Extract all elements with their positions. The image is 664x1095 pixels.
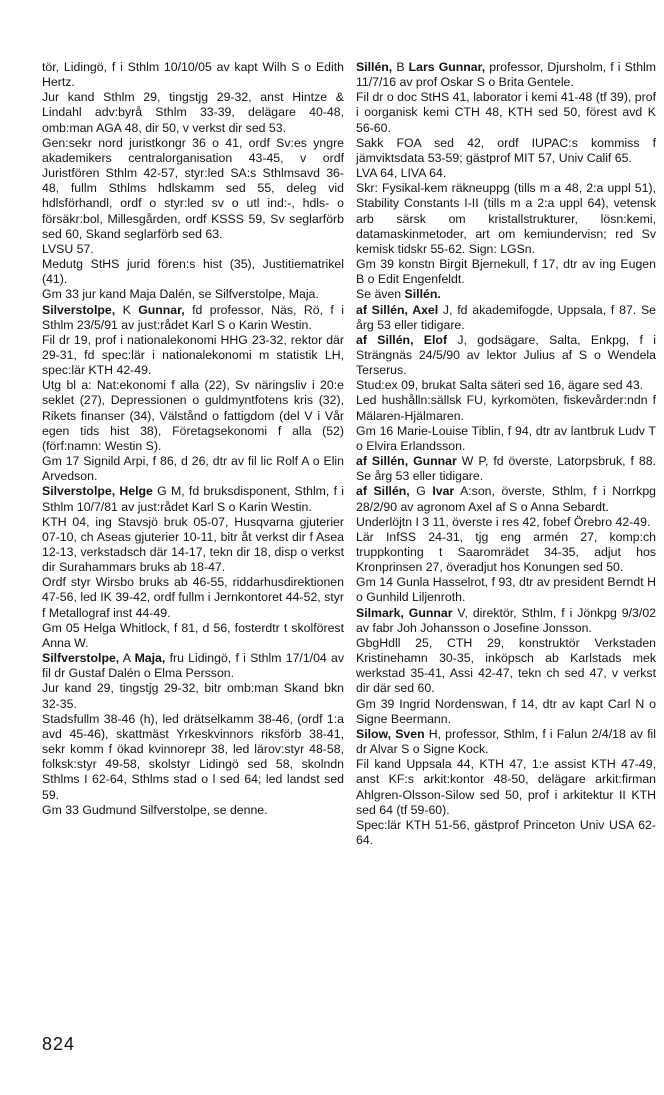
entry-text: Underlöjtn I 3 11, överste i res 42, fobef Örebro 42-49. xyxy=(356,514,651,529)
entry-text: Gm 33 jur kand Maja Dalén, se Silfverstolpe, Maja. xyxy=(42,287,319,302)
entry-text: Gm 39 Ingrid Nordenswan, f 14, dtr av kapt Carl N o Signe Beermann. xyxy=(356,696,656,726)
entry-surname: Sillén, xyxy=(356,60,393,74)
entry-surname: Silverstolpe, xyxy=(42,484,116,499)
entry-text-paragraph xyxy=(356,515,656,530)
entry-text-paragraph xyxy=(42,257,344,287)
entry-text: Se även xyxy=(356,287,402,302)
entry-text: A:son, överste, Sthlm, f i Norrkpg 28/2/90 av agronom Axel af S o Anna Sebardt. xyxy=(356,484,657,514)
entry-text: Stud:ex 09, brukat Salta säteri sed 16, ägare sed 43. xyxy=(356,378,644,393)
entry-text: Spec:lär KTH 51-56, gästprof Princeton Univ USA 62-64. xyxy=(356,817,656,847)
entry-text: Led hushålln:sällsk FU, kyrkomöten, fiskevårder:ndn f Mälaren-Hjälmaren. xyxy=(356,393,656,423)
entry-text: V, direktör, Sthlm, f i Jönkpg 9/3/02 av fabr Joh Johansson o Josefine Jonsson. xyxy=(356,605,656,635)
entry-text-paragraph xyxy=(356,530,656,575)
entry-text-paragraph xyxy=(356,181,656,257)
entry-text-paragraph xyxy=(356,424,656,454)
entry-text-paragraph xyxy=(42,242,344,257)
entry-text: Sakk FOA sed 42, ordf IUPAC:s kommiss f jämviktsdata 53-59; gästprof MIT 57, Univ Calif 65. xyxy=(356,135,656,165)
entry-text: Fil kand Uppsala 44, KTH 47, 1:e assist KTH 47-49, anst KF:s arkit:kontor 48-50, delägare arkit:firman Ahlgren-Olsson-Silow sed 50, prof i arkitektur II KTH sed 64 (tf 59-60). xyxy=(356,757,656,817)
entry-text-paragraph xyxy=(42,454,344,484)
entry-text: LVSU 57. xyxy=(42,241,94,256)
entry-text-paragraph xyxy=(42,333,344,378)
entry-text: H, professor, Sthlm, f i Falun 2/4/18 av fil dr Alvar S o Signe Kock. xyxy=(356,726,656,757)
entry-heading-paragraph xyxy=(356,60,656,90)
entry-text: Stadsfullm 38-46 (h), led drätselkamm 38-46, (ordf 1:a avd 45-46), skattmäst Yrkeskvinnors riksförb 38-41, sekr komm f ökad kvinnorepr 38, led lärov:styr 48-58, folksk:styr 49-58, skolstyr Lidingö sed 58, skolndn Sthlms I 62-64, Sthlms stad o l sed 64; led landst sed 59. xyxy=(42,711,344,802)
entry-heading-paragraph xyxy=(42,303,344,333)
entry-text: Jur kand 29, tingstjg 29-32, bitr omb:man Skand bkn 32-35. xyxy=(42,681,344,711)
entry-heading-paragraph xyxy=(42,484,344,514)
entry-text: professor, Djursholm, f i Sthlm 11/7/16 av prof Oskar S o Brita Gentele. xyxy=(356,60,657,90)
entry-given-name: Maja, xyxy=(134,651,166,666)
entry-text: LVA 64, LIVA 64. xyxy=(356,166,447,181)
entry-initials: K xyxy=(122,302,131,317)
entry-text: G M, fd bruksdisponent, Sthlm, f i Sthlm 10/7/81 av just:rådet Karl S o Karin Westin. xyxy=(42,484,345,514)
entry-text-paragraph xyxy=(42,575,344,620)
page-number: 824 xyxy=(42,1034,76,1054)
entry-text: Medutg StHS jurid fören:s hist (35), Justitiematrikel (41). xyxy=(42,257,344,287)
entry-surname: af Sillén, xyxy=(356,484,410,499)
entry-text-paragraph xyxy=(356,378,656,393)
entry-heading-paragraph xyxy=(356,606,656,636)
entry-surname: Silverstolpe, xyxy=(42,302,116,317)
entry-text: GbgHdll 25, CTH 29, konstruktör Verkstaden Kristinehamn 30-35, inköpsch ab Karlstads mek werkstad 35-41, Assi 42-47, tekn ch sed 47, v verkst dir där sed 60. xyxy=(356,635,656,696)
entry-text: Gen:sekr nord juristkongr 36 o 41, ordf Sv:es yngre akademikers centralorganisation 43-45, v ordf Juristfören Sthlm 42-57, styr:led SA:s Sthlmsavd 36-48, fullm Sthlms hdlskamm sed 55, deleg vid hdlsförhandl, ordf o styr:led sv o utl ind:-, hdls- o försäkr:bol, Millesgården, ordf KSSS 59, Sv seglarförb sed 60, Skand seglarförb sed 63. xyxy=(42,135,344,241)
entry-text-paragraph xyxy=(356,287,656,302)
entry-surname: af Sillén, Elof xyxy=(356,332,448,347)
entry-heading-paragraph xyxy=(356,303,656,333)
entry-text-paragraph xyxy=(42,515,344,576)
entry-text-paragraph xyxy=(42,621,344,651)
entry-text: KTH 04, ing Stavsjö bruk 05-07, Husqvarna gjuterier 07-10, ch Aseas gjuterier 10-11, bitr åt verkst dir f Asea 12-13, verkstadsch där 14-17, tekn dir 18, disp o verkst dir Surahammars bruks ab 18-47. xyxy=(42,514,344,575)
entry-text-paragraph xyxy=(42,712,344,803)
entry-heading-paragraph xyxy=(356,454,656,484)
entry-surname: af Sillén, Gunnar xyxy=(356,454,457,469)
entry-see-also-name: Sillén. xyxy=(404,287,441,302)
entry-heading-paragraph xyxy=(356,333,656,378)
entry-heading-paragraph xyxy=(356,484,656,514)
entry-text-paragraph xyxy=(42,378,344,454)
entry-heading-paragraph xyxy=(42,651,344,681)
entry-surname: Silow, Sven xyxy=(356,726,425,741)
entry-text: W P, fd överste, Latorpsbruk, f 88. Se årg 53 eller tidigare. xyxy=(356,454,657,484)
entry-text-paragraph xyxy=(42,90,344,135)
entry-text-paragraph xyxy=(42,136,344,242)
left-column xyxy=(42,60,344,818)
entry-initials: G xyxy=(416,484,426,499)
entry-text: Fil dr o doc StHS 41, laborator i kemi 41-48 (tf 39), prof i oorganisk kemi CTH 48, KTH sed 50, förest avd K 56-60. xyxy=(356,90,656,135)
entry-surname: Silmark, Gunnar xyxy=(356,605,453,620)
entry-text-paragraph xyxy=(356,166,656,181)
entry-text: Gm 16 Marie-Louise Tiblin, f 94, dtr av lantbruk Ludv T o Elvira Erlandsson. xyxy=(356,423,656,453)
entry-text-paragraph xyxy=(356,393,656,423)
entry-text-paragraph xyxy=(356,636,656,697)
entry-text: Gm 05 Helga Whitlock, f 81, d 56, fosterdtr t skolförest Anna W. xyxy=(42,620,344,650)
entry-text: Jur kand Sthlm 29, tingstjg 29-32, anst Hintze & Lindahl adv:byrå Sthlm 33-39, delägare 40-48, omb:man AGA 48, dir 50, v verkst dir sed 53. xyxy=(42,90,344,135)
entry-surname: Silfverstolpe, xyxy=(42,651,120,666)
entry-text: Lär InfSS 24-31, tjg eng armén 27, komp:ch truppkonting t Saaromrädet 34-35, adjut hos Kronprinsen 27, överadjut hos Konungen sed 50. xyxy=(356,529,656,575)
entry-text: tör, Lidingö, f i Sthlm 10/10/05 av kapt Wilh S o Edith Hertz. xyxy=(42,60,344,90)
entry-text: Fil dr 19, prof i nationalekonomi HHG 23-32, rektor där 29-31, fd spec:lär i nationalekonomi m statistik LH, spec:lär KTH 42-49. xyxy=(42,332,344,378)
entry-text: Gm 17 Signild Arpi, f 86, d 26, dtr av fil lic Rolf A o Elin Arvedson. xyxy=(42,454,344,484)
entry-text-paragraph xyxy=(356,697,656,727)
entry-given-name: Lars Gunnar, xyxy=(408,60,486,74)
entry-text-paragraph xyxy=(356,757,656,818)
entry-text-paragraph xyxy=(356,575,656,605)
entry-given-name: Gunnar, xyxy=(138,302,185,317)
entry-text: Skr: Fysikal-kem räkneuppg (tills m a 48, 2:a uppl 51), Stability Constants I-II (tills m a 2:a uppl 64), vetensk arb särsk om kristallstrukturer, lösn:kemi, datamaskinmetoder, art om kemiundervisn; red Sv kemisk tidskr 55-62. Sign: LGSn. xyxy=(356,181,656,256)
entry-initials: B xyxy=(396,60,405,74)
entry-text-paragraph xyxy=(42,681,344,711)
entry-text-paragraph xyxy=(42,287,344,302)
entry-text-paragraph xyxy=(356,136,656,166)
entry-text-paragraph xyxy=(356,257,656,287)
entry-text: Gm 33 Gudmund Silfverstolpe, se denne. xyxy=(42,802,268,817)
entry-text: fd professor, Näs, Rö, f i Sthlm 23/5/91 av just:rådet Karl S o Karin Westin. xyxy=(42,302,344,332)
entry-given-name: Helge xyxy=(119,484,153,499)
entry-text: J, godsägare, Salta, Enkpg, f i Strängnäs 24/5/90 av lektor Julius af S o Wendela Terserus. xyxy=(356,332,657,378)
entry-text: Ordf styr Wirsbo bruks ab 46-55, riddarhusdirektionen 47-56, led IK 39-42, ordf fullm i Jernkontoret 44-52, styr f Metallograf inst 44-49. xyxy=(42,575,344,620)
entry-text: J, fd akademifogde, Uppsala, f 87. Se årg 53 eller tidigare. xyxy=(356,302,656,332)
entry-text: Gm 39 konstn Birgit Bjernekull, f 17, dtr av ing Eugen B o Edit Engenfeldt. xyxy=(356,257,656,287)
entry-text-paragraph xyxy=(42,803,344,818)
entry-heading-paragraph xyxy=(356,727,656,757)
entry-surname: af Sillén, Axel xyxy=(356,302,439,317)
entry-text: Gm 14 Gunla Hasselrot, f 93, dtr av president Berndt H o Gunhild Liljenroth. xyxy=(356,575,656,605)
entry-given-name: Ivar xyxy=(432,484,455,499)
entry-text: fru Lidingö, f i Sthlm 17/1/04 av fil dr Gustaf Dalén o Elma Persson. xyxy=(42,651,344,681)
right-column xyxy=(356,60,656,848)
entry-initials: A xyxy=(122,651,131,666)
entry-text: Utg bl a: Nat:ekonomi f alla (22), Sv näringsliv i 20:e seklet (27), Depressionen o guldmyntfotens kris (32), Rikets finanser (34), Välstånd o fattigdom (del V i Vår egen tids hist 38), Företagsekonomi f alla (52) (förf:namn: Westin S). xyxy=(42,378,344,453)
entry-text-paragraph xyxy=(42,60,344,90)
entry-text-paragraph xyxy=(356,90,656,135)
entry-text-paragraph xyxy=(356,818,656,848)
